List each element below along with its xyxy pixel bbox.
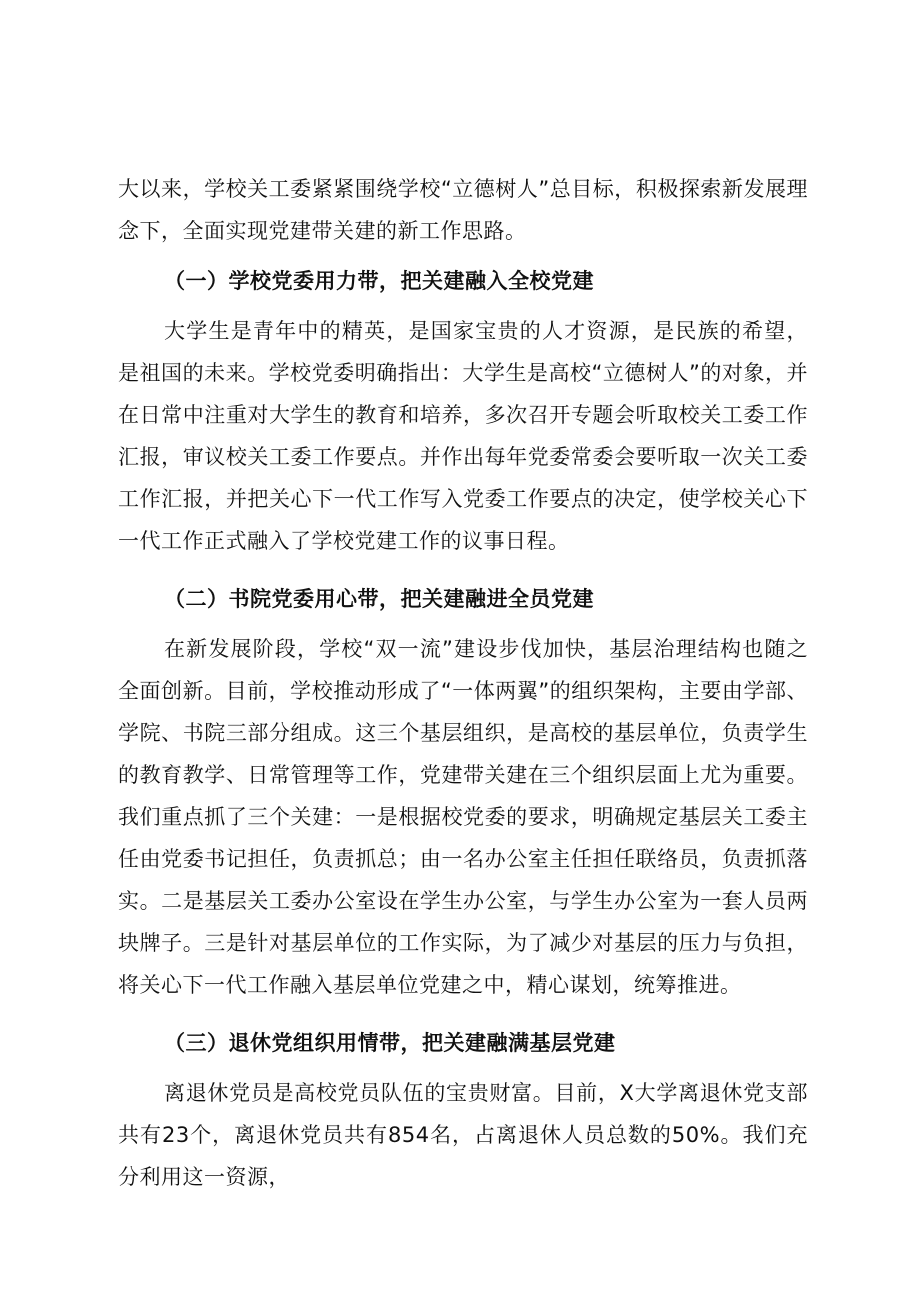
section-paragraph: 在新发展阶段，学校“双一流”建设步伐加快，基层治理结构也随之全面创新。目前，学校推动形成了“一体两翼”的组织架构，主要由学部、学院、书院三部分组成。这三个基层组织，是高校的基层单位，负责学生的教育教学、日常管理等工作，党建带关建在三个组织层面上尤为重要。我们重点抓了三个关建：一是根据校党委的要求，明确规定基层关工委主任由党委书记担任，负责抓总；由一名办公室主任担任联络员，负责抓落实。二是基层关工委办公室设在学生办公室，与学生办公室为一套人员两块牌子。三是针对基层单位的工作实际，为了减少对基层的压力与负担，将关心下一代工作融入基层单位党建之中，精心谋划，统筹推进。 <box>118 637 808 997</box>
document-body <box>118 168 808 1206</box>
section-paragraph: 大学生是青年中的精英，是国家宝贵的人才资源，是民族的希望，是祖国的未来。学校党委明确指出：大学生是高校“立德树人”的对象，并在日常中注重对大学生的教育和培养，多次召开专题会听取校关工委工作汇报，审议校关工委工作要点。并作出每年党委常委会要听取一次关工委工作汇报，并把关心下一代工作写入党委工作要点的决定，使学校关心下一代工作正式融入了学校党建工作的议事日程。 <box>118 319 808 553</box>
section-heading: （三）退休党组织用情带，把关建融满基层党建 <box>164 1031 616 1055</box>
section-heading: （二）书院党委用心带，把关建融进全员党建 <box>164 587 594 611</box>
section-1 <box>118 252 808 562</box>
section-3 <box>118 1014 808 1198</box>
section-heading: （一）学校党委用力带，把关建融入全校党建 <box>164 269 594 293</box>
section-paragraph: 离退休党员是高校党员队伍的宝贵财富。目前，X大学离退休党支部共有23个，离退休党员共有854名，占离退休人员总数的50%。我们充分利用这一资源， <box>118 1081 808 1189</box>
opening-paragraph: 大以来，学校关工委紧紧围绕学校“立德树人”总目标，积极探索新发展理念下，全面实现党建带关建的新工作思路。 <box>118 177 808 243</box>
section-2 <box>118 570 808 1006</box>
